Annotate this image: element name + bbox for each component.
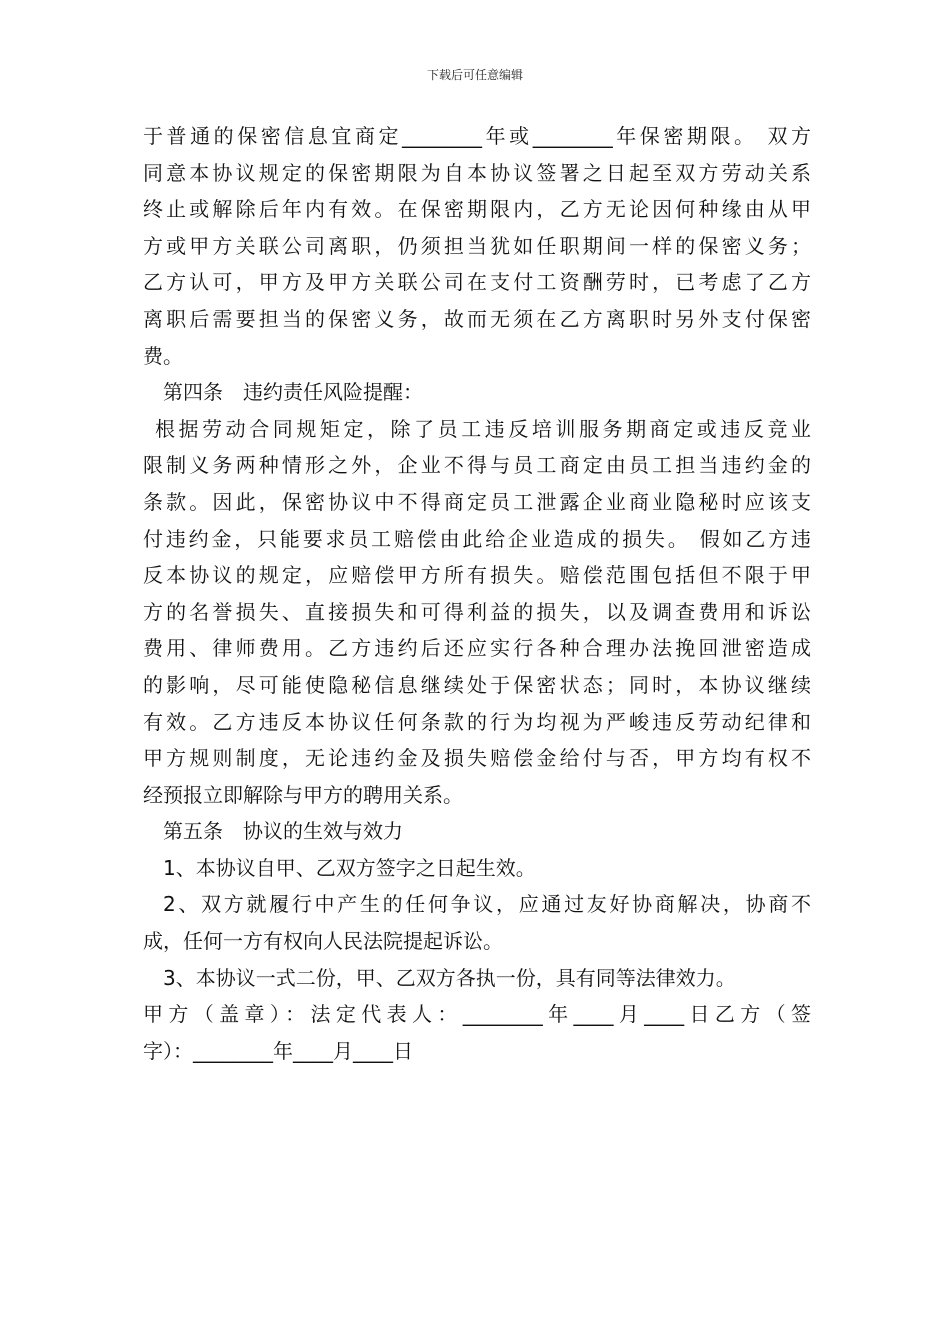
- text-line: 反本协议的规定，应赔偿甲方所有损失。赔偿范围包括但不限于甲: [143, 563, 811, 588]
- text-line: 付违约金，只能要求员工赔偿由此给企业造成的损失。 假如乙方违: [143, 526, 811, 551]
- section-heading-article-4: 第四条 违约责任风险提醒：: [163, 380, 423, 405]
- text-line: 的影响，尽可能使隐秘信息继续处于保密状态；同时，本协议继续: [143, 672, 811, 697]
- clause-item: 2、双方就履行中产生的任何争议，应通过友好协商解决，协商不: [163, 892, 811, 917]
- text-line: 根据劳动合同规矩定，除了员工违反培训服务期商定或违反竞业: [155, 416, 811, 441]
- text-line: 条款。因此，保密协议中不得商定员工泄露企业商业隐秘时应该支: [143, 489, 811, 514]
- page-header-note: 下载后可任意编辑: [426, 68, 523, 82]
- text-line: 费用、律师费用。乙方违约后还应实行各种合理办法挽回泄密造成: [143, 636, 811, 661]
- clause-item: 3、本协议一式二份，甲、乙双方各执一份，具有同等法律效力。: [163, 965, 736, 990]
- text-line: 乙方认可，甲方及甲方关联公司在支付工资酬劳时，已考虑了乙方: [143, 270, 811, 295]
- text-line: 方或甲方关联公司离职，仍须担当犹如任职期间一样的保密义务；: [143, 233, 811, 258]
- signature-line: 甲方（盖章）：法定代表人：________年____月____日乙方（签: [143, 1002, 811, 1027]
- clause-item: 1、本协议自甲、乙双方签字之日起生效。: [163, 855, 536, 880]
- text-line: 成，任何一方有权向人民法院提起诉讼。: [143, 929, 503, 954]
- text-line: 有效。乙方违反本协议任何条款的行为均视为严峻违反劳动纪律和: [143, 709, 811, 734]
- signature-line: 字）：________年____月____日: [143, 1038, 413, 1063]
- text-line: 方的名誉损失、直接损失和可得利益的损失，以及调查费用和诉讼: [143, 599, 811, 624]
- text-line: 离职后需要担当的保密义务，故而无须在乙方离职时另外支付保密: [143, 306, 811, 331]
- text-line: 甲方规则制度，无论违约金及损失赔偿金给付与否，甲方均有权不: [143, 746, 811, 771]
- section-heading-article-5: 第五条 协议的生效与效力: [163, 819, 403, 844]
- text-line: 经预报立即解除与甲方的聘用关系。: [143, 782, 463, 807]
- text-line: 终止或解除后年内有效。在保密期限内，乙方无论因何种缘由从甲: [143, 197, 811, 222]
- text-line: 限制义务两种情形之外，企业不得与员工商定由员工担当违约金的: [143, 453, 811, 478]
- text-line: 于普通的保密信息宜商定________年或________年保密期限。 双方: [143, 124, 811, 148]
- text-line: 同意本协议规定的保密期限为自本协议签署之日起至双方劳动关系: [143, 160, 811, 185]
- text-line: 费。: [143, 343, 183, 368]
- document-body: [143, 118, 811, 1069]
